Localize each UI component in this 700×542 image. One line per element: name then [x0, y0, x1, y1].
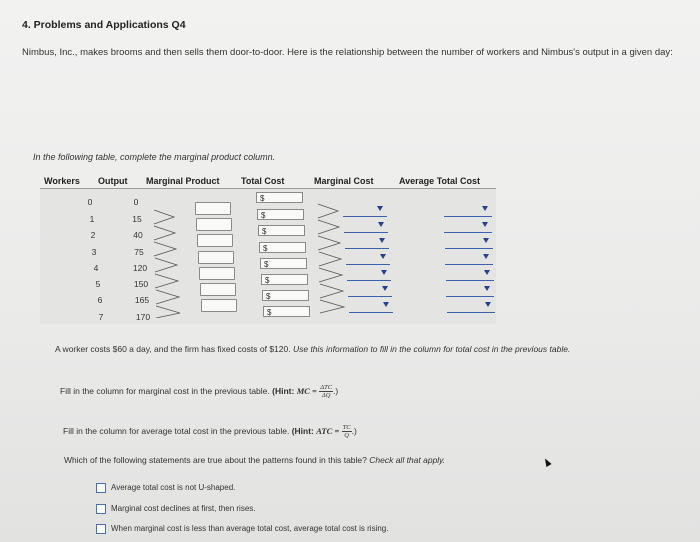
header-total-cost: Total Cost	[241, 176, 285, 186]
marginal-cost-dropdown[interactable]	[346, 252, 390, 265]
option-label: When marginal cost is less than average total cost, average total cost is rising.	[111, 524, 389, 534]
chevron-down-icon	[485, 302, 491, 307]
average-total-cost-dropdown[interactable]	[446, 284, 494, 297]
option-label: Average total cost is not U-shaped.	[111, 483, 236, 493]
total-cost-input[interactable]: $	[256, 192, 303, 203]
marginal-cost-dropdown[interactable]	[345, 236, 389, 249]
workers-cell: 5	[95, 279, 101, 289]
workers-cell: 6	[97, 295, 103, 305]
marginal-product-input[interactable]	[199, 267, 235, 280]
output-cell: 150	[133, 279, 149, 289]
total-cost-input[interactable]: $	[261, 274, 308, 285]
hint-formula-lhs: ATC =	[316, 425, 340, 436]
checkbox-icon[interactable]	[96, 524, 106, 534]
marginal-cost-dropdown[interactable]	[343, 204, 387, 217]
workers-cell: 4	[93, 263, 99, 273]
formula-numerator: TC	[342, 424, 351, 431]
average-total-cost-dropdown[interactable]	[446, 268, 494, 281]
output-cell: 75	[134, 247, 144, 257]
hint-label: (Hint:	[291, 425, 317, 436]
cost-information-text: A worker costs $60 a day, and the firm has fixed costs of $120.	[55, 344, 293, 354]
average-total-cost-hint	[63, 424, 357, 439]
total-cost-input[interactable]: $	[262, 290, 309, 301]
formula-denominator: ΔQ	[321, 392, 331, 399]
marginal-cost-dropdown[interactable]	[344, 220, 388, 233]
marginal-cost-hint	[60, 384, 338, 399]
average-total-cost-dropdown[interactable]	[445, 252, 493, 265]
cost-information-instruction: Use this information to fill in the column for total cost in the previous table.	[292, 344, 571, 354]
total-cost-input[interactable]: $	[263, 306, 310, 317]
patterns-question-text: Which of the following statements are true about the patterns found in this table?	[64, 455, 370, 465]
total-cost-input[interactable]: $	[258, 225, 305, 236]
option-checkbox[interactable]	[96, 524, 388, 534]
cost-information	[55, 344, 570, 354]
total-cost-input[interactable]: $	[259, 242, 306, 253]
total-cost-input[interactable]: $	[257, 209, 304, 220]
hint-close: .)	[351, 425, 357, 436]
workers-cell: 2	[90, 230, 96, 240]
problem-title: 4. Problems and Applications Q4	[22, 19, 186, 31]
marginal-product-input[interactable]	[195, 202, 231, 215]
option-checkbox[interactable]	[96, 483, 235, 493]
header-marginal-product: Marginal Product	[146, 176, 220, 186]
hint-close: .)	[333, 385, 339, 396]
table-instruction: In the following table, complete the marginal product column.	[33, 152, 276, 162]
chevron-down-icon	[377, 206, 383, 211]
marginal-cost-dropdown[interactable]	[347, 268, 391, 281]
average-total-cost-dropdown[interactable]	[447, 300, 495, 313]
workers-cell: 3	[91, 247, 97, 257]
chevron-down-icon	[482, 222, 488, 227]
average-total-cost-dropdown[interactable]	[445, 236, 493, 249]
output-cell: 120	[132, 263, 148, 273]
marginal-cost-hint-text: Fill in the column for marginal cost in the previous table.	[60, 385, 273, 396]
chevron-down-icon	[484, 270, 490, 275]
checkbox-icon[interactable]	[96, 504, 106, 514]
marginal-cost-connector-icon	[316, 202, 350, 314]
marginal-product-connector-icon	[152, 208, 188, 318]
chevron-down-icon	[483, 254, 489, 259]
hint-label: (Hint:	[272, 385, 297, 396]
average-total-cost-dropdown[interactable]	[444, 220, 492, 233]
chevron-down-icon	[383, 302, 389, 307]
marginal-product-input[interactable]	[196, 218, 232, 231]
marginal-product-input[interactable]	[197, 234, 233, 247]
average-total-cost-dropdown[interactable]	[444, 204, 492, 217]
average-total-cost-formula	[342, 424, 352, 439]
chevron-down-icon	[484, 286, 490, 291]
hint-formula-lhs: MC =	[296, 385, 317, 396]
workers-cell: 7	[98, 312, 104, 322]
average-total-cost-hint-text: Fill in the column for average total cost in the previous table.	[63, 425, 292, 436]
marginal-cost-dropdown[interactable]	[349, 300, 393, 313]
output-cell: 40	[133, 230, 143, 240]
chevron-down-icon	[379, 238, 385, 243]
chevron-down-icon	[483, 238, 489, 243]
header-marginal-cost: Marginal Cost	[314, 176, 374, 186]
formula-numerator: ΔTC	[320, 384, 333, 391]
output-cell: 15	[132, 214, 142, 224]
option-label: Marginal cost declines at first, then rises.	[111, 504, 256, 514]
workers-cell: 0	[87, 197, 93, 207]
marginal-product-input[interactable]	[200, 283, 236, 296]
workers-cell: 1	[89, 214, 95, 224]
chevron-down-icon	[381, 270, 387, 275]
cost-table	[40, 172, 496, 324]
total-cost-input[interactable]: $	[260, 258, 307, 269]
output-cell: 170	[135, 312, 151, 322]
chevron-down-icon	[380, 254, 386, 259]
chevron-down-icon	[382, 286, 388, 291]
chevron-down-icon	[378, 222, 384, 227]
marginal-cost-dropdown[interactable]	[348, 284, 392, 297]
problem-intro: Nimbus, Inc., makes brooms and then sells them door-to-door. Here is the relationship between the number of workers and Nimbus's output in a given day:	[22, 47, 673, 58]
marginal-product-input[interactable]	[201, 299, 237, 312]
header-workers: Workers	[44, 176, 80, 186]
patterns-question-instruction: Check all that apply.	[369, 455, 446, 465]
marginal-cost-formula	[319, 384, 333, 399]
option-checkbox[interactable]	[96, 504, 256, 514]
marginal-product-input[interactable]	[198, 251, 234, 264]
output-cell: 0	[133, 197, 139, 207]
mouse-cursor-icon	[542, 457, 551, 467]
header-average-total-cost: Average Total Cost	[399, 176, 481, 186]
patterns-question	[64, 455, 445, 465]
formula-denominator: Q	[344, 432, 349, 439]
chevron-down-icon	[482, 206, 488, 211]
checkbox-icon[interactable]	[96, 483, 106, 493]
header-output: Output	[98, 176, 128, 186]
output-cell: 165	[134, 295, 150, 305]
